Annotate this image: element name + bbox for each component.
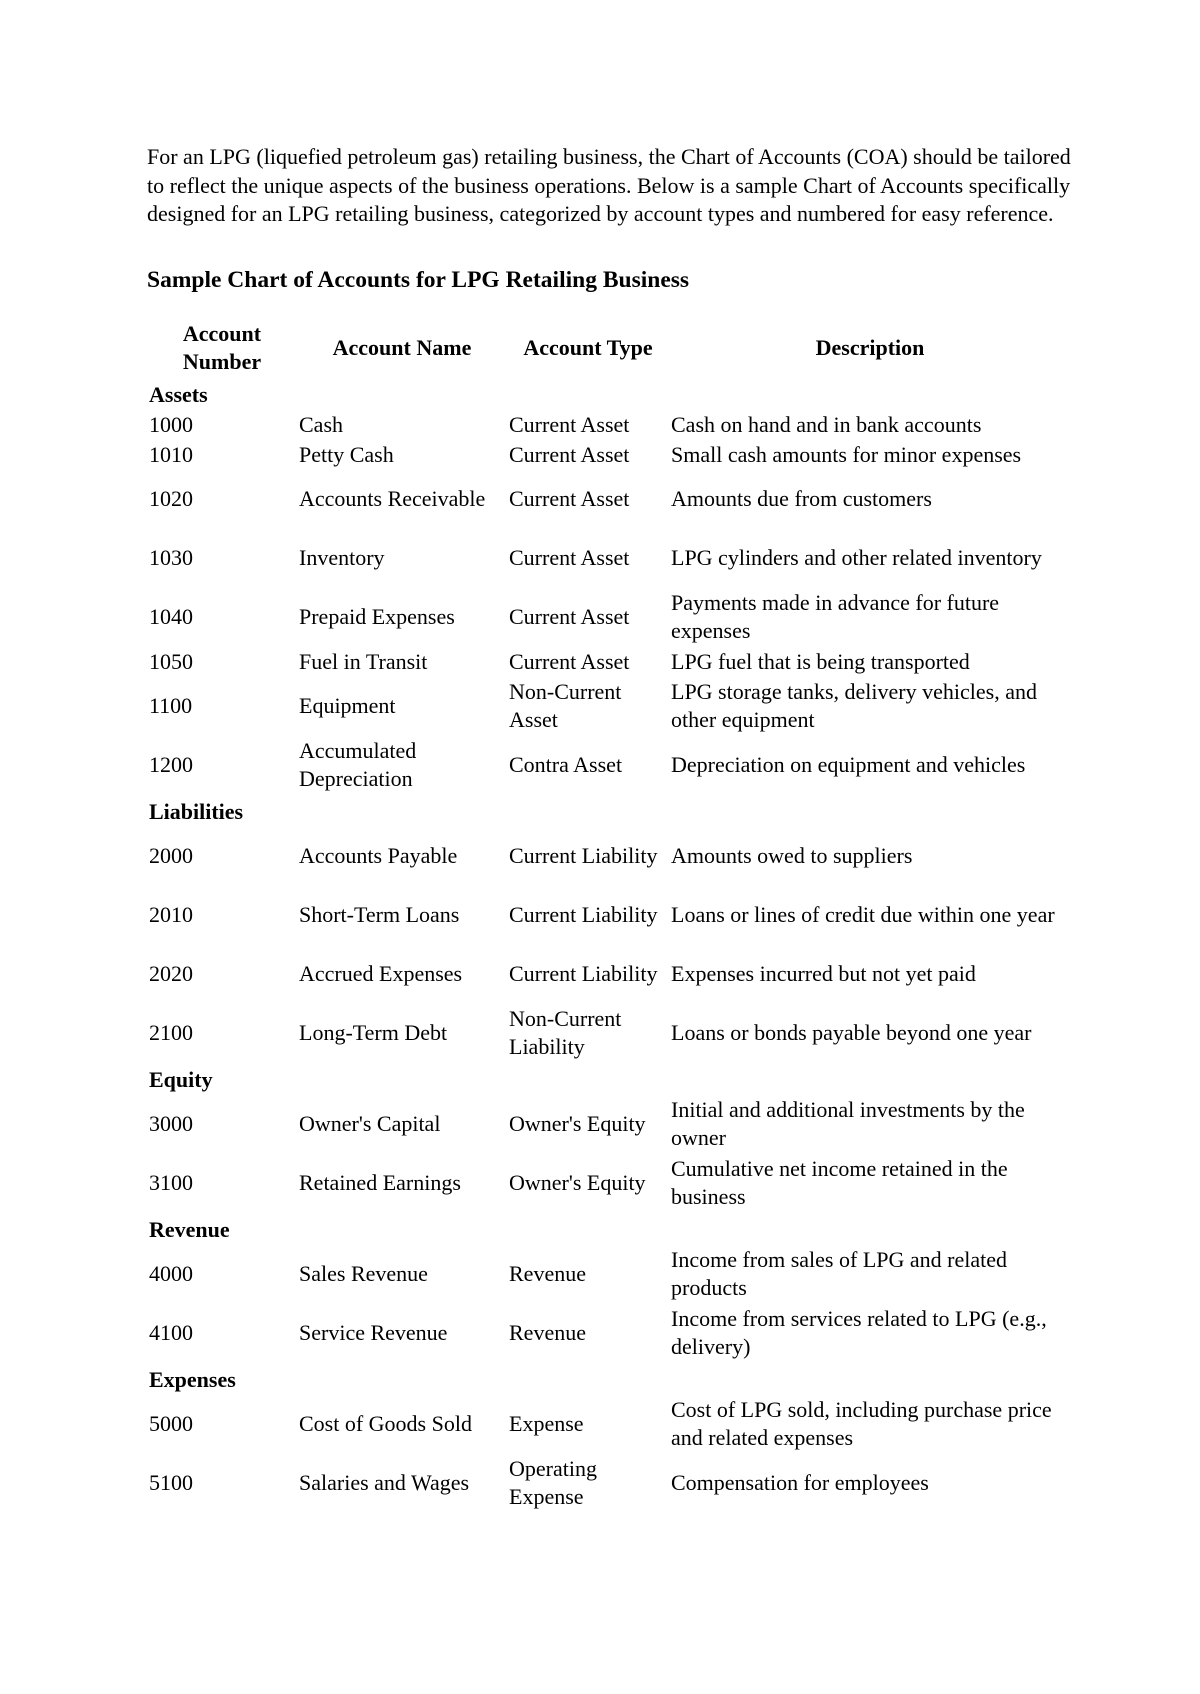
table-row <box>147 1454 1071 1513</box>
description-cell: Small cash amounts for minor expenses <box>671 441 1022 467</box>
account-name-cell: Petty Cash <box>299 441 394 467</box>
section-label: Liabilities <box>149 798 244 824</box>
account-name-cell: Short-Term Loans <box>299 902 460 927</box>
table-row <box>147 677 1071 736</box>
section-label: Equity <box>149 1066 213 1092</box>
account-type-cell: Current Asset <box>509 604 630 629</box>
description-cell: Income from sales of LPG and related products <box>671 1247 1007 1300</box>
account-number-cell: 4000 <box>149 1261 193 1286</box>
account-type-cell: Contra Asset <box>509 752 623 777</box>
description-cell: LPG fuel that is being transported <box>671 648 970 674</box>
header-description: Description <box>815 334 925 360</box>
header-account-number: Account Number <box>182 320 262 374</box>
account-number-cell: 1000 <box>149 411 193 437</box>
document-page <box>147 143 1071 1513</box>
description-cell: Payments made in advance for future expenses <box>671 590 1000 643</box>
account-number-cell: 1010 <box>149 441 193 467</box>
description-cell: Cost of LPG sold, including purchase price and related expenses <box>671 1397 1052 1450</box>
section-row <box>147 378 1071 410</box>
account-number-cell: 2010 <box>149 902 193 927</box>
account-name-cell: Cash <box>299 411 343 437</box>
account-number-cell: 2020 <box>149 961 193 986</box>
account-name-cell: Retained Earnings <box>299 1170 461 1195</box>
description-cell: LPG storage tanks, delivery vehicles, and other equipment <box>671 679 1037 732</box>
account-number-cell: 5100 <box>149 1470 193 1495</box>
account-type-cell: Current Asset <box>509 545 630 570</box>
description-cell: Expenses incurred but not yet paid <box>671 961 976 986</box>
account-type-cell: Owner's Equity <box>509 1111 646 1136</box>
table-row <box>147 440 1071 470</box>
table-row <box>147 588 1071 647</box>
section-label: Assets <box>149 381 208 407</box>
table-row <box>147 886 1071 945</box>
description-cell: Amounts owed to suppliers <box>671 843 913 868</box>
description-cell: Loans or lines of credit due within one year <box>671 902 1055 927</box>
header-account-name: Account Name <box>332 334 472 360</box>
section-label: Revenue <box>149 1216 230 1242</box>
account-type-cell: Current Asset <box>509 411 630 437</box>
description-cell: Income from services related to LPG (e.g., delivery) <box>671 1306 1047 1359</box>
table-row <box>147 1154 1071 1213</box>
intro-paragraph: For an LPG (liquefied petroleum gas) retailing business, the Chart of Accounts (COA) should be tailored to reflect the unique aspects of the business operations. Below is a sample Chart of Accounts specifically designed for an LPG retailing business, categorized by account types and numbered for easy reference. <box>147 144 1071 226</box>
account-name-cell: Owner's Capital <box>299 1111 441 1136</box>
description-cell: Compensation for employees <box>671 1470 929 1495</box>
account-name-cell: Cost of Goods Sold <box>299 1411 472 1436</box>
account-number-cell: 3000 <box>149 1111 193 1136</box>
table-row <box>147 529 1071 588</box>
account-number-cell: 1020 <box>149 486 193 511</box>
account-name-cell: Accounts Payable <box>299 843 458 868</box>
account-type-cell: Current Asset <box>509 648 630 674</box>
section-label: Expenses <box>149 1366 236 1392</box>
account-name-cell: Sales Revenue <box>299 1261 428 1286</box>
account-type-cell: Non-Current Liability <box>509 1006 622 1059</box>
section-row <box>147 795 1071 827</box>
account-type-cell: Current Liability <box>509 902 658 927</box>
table-row <box>147 470 1071 529</box>
account-name-cell: Prepaid Expenses <box>299 604 455 629</box>
account-name-cell: Long-Term Debt <box>299 1020 448 1045</box>
account-type-cell: Current Asset <box>509 441 630 467</box>
account-name-cell: Salaries and Wages <box>299 1470 470 1495</box>
account-type-cell: Current Liability <box>509 843 658 868</box>
table-row <box>147 1304 1071 1363</box>
account-number-cell: 1030 <box>149 545 193 570</box>
table-row <box>147 1245 1071 1304</box>
account-name-cell: Accrued Expenses <box>299 961 463 986</box>
account-type-cell: Revenue <box>509 1320 586 1345</box>
description-cell: LPG cylinders and other related inventory <box>671 545 1042 570</box>
description-cell: Cumulative net income retained in the business <box>671 1156 1008 1209</box>
section-row <box>147 1063 1071 1095</box>
account-name-cell: Inventory <box>299 545 385 570</box>
account-type-cell: Non-Current Asset <box>509 679 622 732</box>
account-type-cell: Current Liability <box>509 961 658 986</box>
chart-of-accounts-table <box>147 318 1071 1513</box>
account-number-cell: 3100 <box>149 1170 193 1195</box>
account-number-cell: 1100 <box>149 693 193 718</box>
account-name-cell: Accounts Receivable <box>299 486 486 511</box>
description-cell: Loans or bonds payable beyond one year <box>671 1020 1032 1045</box>
table-row <box>147 1095 1071 1154</box>
section-heading: Sample Chart of Accounts for LPG Retailing Business <box>147 266 690 293</box>
account-name-cell: Equipment <box>299 693 396 718</box>
description-cell: Cash on hand and in bank accounts <box>671 411 982 437</box>
account-number-cell: 5000 <box>149 1411 193 1436</box>
account-number-cell: 1200 <box>149 752 193 777</box>
table-row <box>147 827 1071 886</box>
table-row <box>147 945 1071 1004</box>
table-row <box>147 1004 1071 1063</box>
account-name-cell: Accumulated Depreciation <box>299 738 417 791</box>
section-row <box>147 1213 1071 1245</box>
account-type-cell: Revenue <box>509 1261 586 1286</box>
account-number-cell: 1050 <box>149 648 193 674</box>
account-number-cell: 2100 <box>149 1020 193 1045</box>
description-cell: Depreciation on equipment and vehicles <box>671 752 1026 777</box>
table-row <box>147 647 1071 677</box>
table-header-row <box>147 318 1071 378</box>
account-number-cell: 2000 <box>149 843 193 868</box>
header-account-type: Account Type <box>523 334 653 360</box>
account-type-cell: Owner's Equity <box>509 1170 646 1195</box>
account-name-cell: Fuel in Transit <box>299 648 428 674</box>
account-number-cell: 4100 <box>149 1320 193 1345</box>
account-number-cell: 1040 <box>149 604 193 629</box>
table-row <box>147 1395 1071 1454</box>
account-name-cell: Service Revenue <box>299 1320 448 1345</box>
account-type-cell: Operating Expense <box>509 1456 597 1509</box>
table-row <box>147 410 1071 440</box>
account-type-cell: Current Asset <box>509 486 630 511</box>
table-row <box>147 736 1071 795</box>
description-cell: Initial and additional investments by the owner <box>671 1097 1025 1150</box>
account-type-cell: Expense <box>509 1411 584 1436</box>
description-cell: Amounts due from customers <box>671 486 932 511</box>
section-row <box>147 1363 1071 1395</box>
